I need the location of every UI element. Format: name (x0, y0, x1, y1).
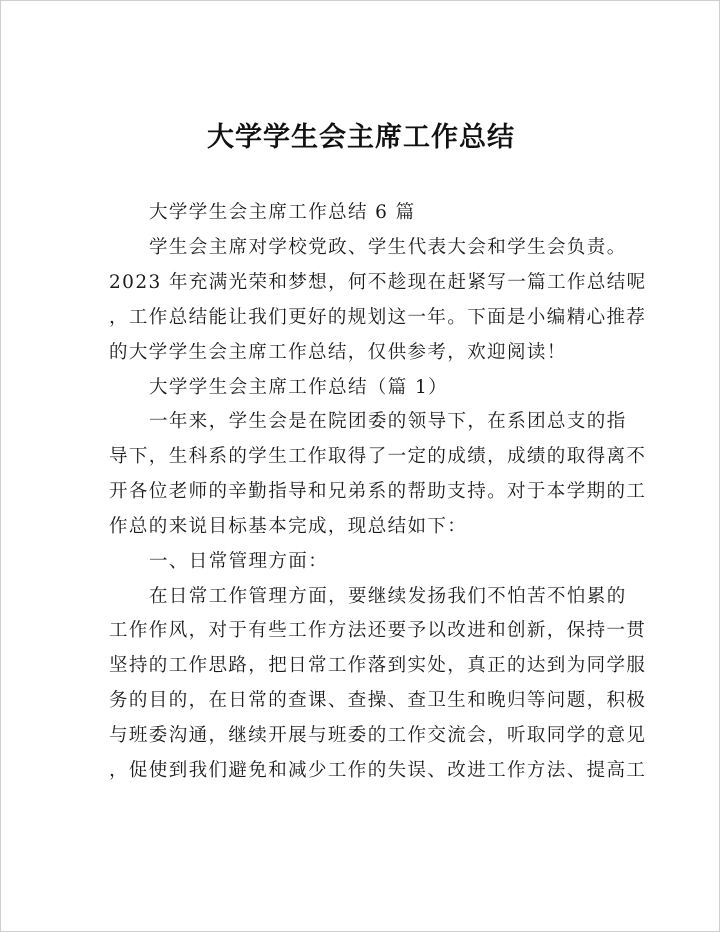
paragraph-line: 的大学学生会主席工作总结，仅供参考，欢迎阅读！ (109, 342, 567, 363)
paragraph-line: 坚持的工作思路，把日常工作落到实处，真正的达到为同学服 (109, 655, 647, 676)
paragraph-line: 与班委沟通，继续开展与班委的工作交流会，听取同学的意见 (109, 725, 647, 746)
paragraph-line: ，促使到我们避免和减少工作的失误、改进工作方法、提高工 (109, 760, 647, 781)
paragraph-line: 2023 年充满光荣和梦想，何不趁现在赶紧写一篇工作总结呢 (109, 272, 647, 293)
section-heading: 大学学生会主席工作总结 6 篇 (149, 202, 416, 223)
paragraph-line: 作总的来说目标基本完成，现总结如下： (109, 516, 468, 537)
paragraph-line: 导下，生科系的学生工作取得了一定的成绩，成绩的取得离不 (109, 446, 647, 467)
paragraph-line: 工作作风，对于有些工作方法还要予以改进和创新，保持一贯 (109, 620, 647, 641)
paragraph-line: ，工作总结能让我们更好的规划这一年。下面是小编精心推荐 (109, 307, 647, 328)
paragraph-line: 在日常工作管理方面，要继续发扬我们不怕苦不怕累的 (149, 586, 627, 607)
paragraph-line: 学生会主席对学校党政、学生代表大会和学生会负责。 (149, 237, 627, 258)
section-heading: 一、日常管理方面： (149, 551, 329, 572)
paragraph-line: 开各位老师的辛勤指导和兄弟系的帮助支持。对于本学期的工 (109, 481, 647, 502)
paragraph-line: 务的目的，在日常的查课、查操、查卫生和晚归等问题，积极 (109, 690, 647, 711)
paragraph-line: 一年来，学生会是在院团委的领导下，在系团总支的指 (149, 411, 627, 432)
section-heading: 大学学生会主席工作总结（篇 1） (149, 377, 449, 398)
document-title: 大学学生会主席工作总结 (207, 122, 515, 153)
